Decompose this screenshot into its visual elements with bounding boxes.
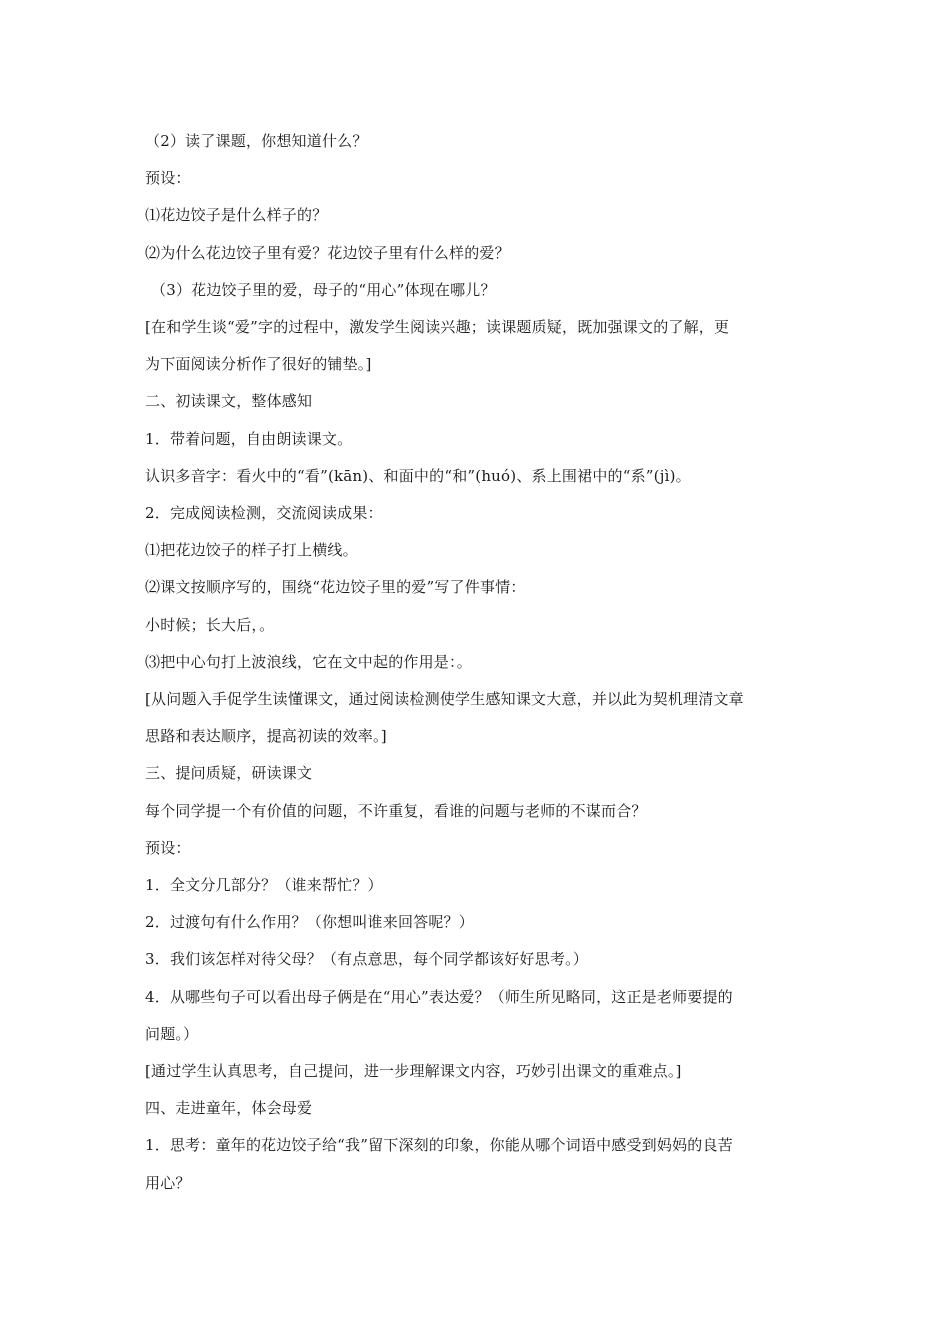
check-item-1: ⑴把花边饺子的样子打上横线。 xyxy=(145,541,358,560)
preset-question-3: 3．我们该怎样对待父母？（有点意思，每个同学都该好好思考。） xyxy=(145,950,589,969)
note-1-line-1: [在和学生谈“爱”字的过程中，激发学生阅读兴趣；读课题质疑，既加强课文的了解，更 xyxy=(145,318,730,337)
question-prompt: 每个同学提一个有价值的问题，不许重复，看谁的问题与老师的不谋而合？ xyxy=(145,801,647,820)
step-1: 1．带着问题，自由朗读课文。 xyxy=(145,429,353,448)
section-2-heading: 二、初读课文，整体感知 xyxy=(145,392,313,411)
preset-question-4-line-1: 4．从哪些句子可以看出母子俩是在“用心”表达爱？（师生所见略同，这正是老师要提的 xyxy=(145,987,733,1006)
polyphonic-characters: 认识多音字：看火中的“看”(kān)、和面中的“和”(huó)、系上围裙中的“系”(jì)。 xyxy=(145,466,691,485)
document-body xyxy=(145,123,810,1202)
note-2-line-2: 思路和表达顺序，提高初读的效率。] xyxy=(145,727,387,746)
note-1-line-2: 为下面阅读分析作了很好的铺垫。] xyxy=(145,355,372,374)
preset-item-3: （3）花边饺子里的爱，母子的“用心”体现在哪儿？ xyxy=(151,280,496,299)
section-3-heading: 三、提问质疑，研读课文 xyxy=(145,764,313,783)
question-2: （2）读了课题，你想知道什么？ xyxy=(145,132,368,150)
step-2: 2．完成阅读检测，交流阅读成果： xyxy=(145,504,383,523)
check-item-3: ⑶把中心句打上波浪线，它在文中起的作用是：。 xyxy=(145,652,472,671)
think-prompt-line-1: 1．思考：童年的花边饺子给“我”留下深刻的印象，你能从哪个词语中感受到妈妈的良苦 xyxy=(145,1136,733,1155)
preset-label-2: 预设： xyxy=(145,838,191,857)
section-4-heading: 四、走进童年，体会母爱 xyxy=(145,1099,313,1118)
preset-question-2: 2．过渡句有什么作用？（你想叫谁来回答呢？） xyxy=(145,913,474,932)
preset-item-2: ⑵为什么花边饺子里有爱？花边饺子里有什么样的爱？ xyxy=(145,243,510,262)
check-item-2-blanks: 小时候；长大后，。 xyxy=(145,615,275,634)
preset-question-1: 1．全文分几部分？（谁来帮忙？） xyxy=(145,876,383,895)
check-item-2: ⑵课文按顺序写的，围绕“花边饺子里的爱”写了件事情： xyxy=(145,578,526,597)
note-3: [通过学生认真思考，自己提问，进一步理解课文内容，巧妙引出课文的重难点。] xyxy=(145,1062,682,1081)
preset-question-4-line-2: 问题。） xyxy=(145,1024,199,1043)
note-2-line-1: [从问题入手促学生读懂课文，通过阅读检测使学生感知课文大意，并以此为契机理清文章 xyxy=(145,690,744,709)
preset-label: 预设： xyxy=(145,169,191,188)
think-prompt-line-2: 用心？ xyxy=(145,1173,191,1192)
preset-item-1: ⑴花边饺子是什么样子的？ xyxy=(145,206,328,225)
